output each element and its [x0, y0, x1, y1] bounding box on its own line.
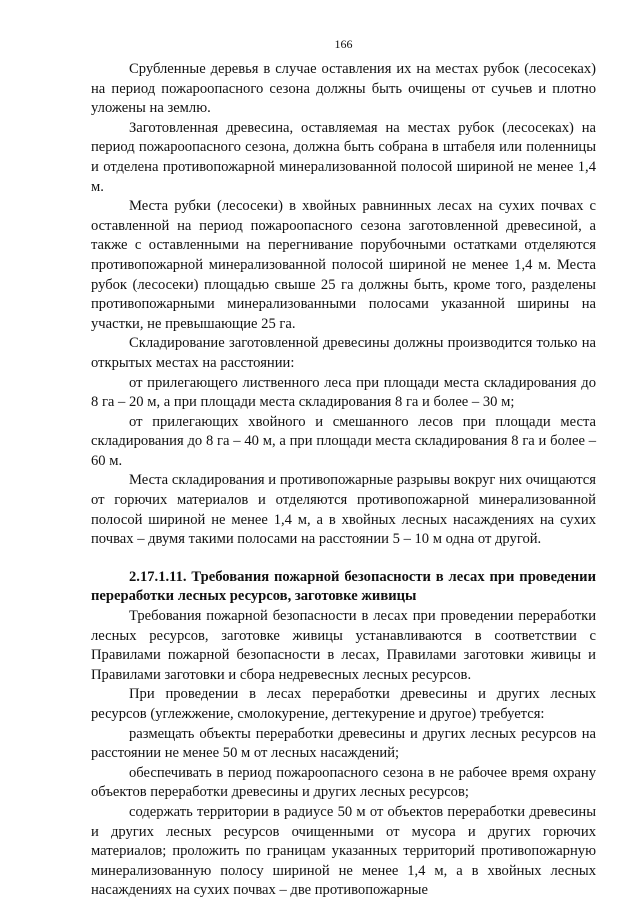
paragraph-harvested-wood: Заготовленная древесина, оставляемая на местах рубок (лесосеках) на период пожароопасного сезона, должна быть собрана в штабеля или поленницы и отделена противопожарной минерализованной полосой шириной не менее 1,4 м.	[91, 119, 596, 195]
paragraph-felled-trees: Срубленные деревья в случае оставления их на местах рубок (лесосеках) на период пожароопасного сезона должны быть очищены от сучьев и плотно уложены на землю.	[91, 61, 596, 117]
paragraph-deciduous-distance: от прилегающего лиственного леса при площади места складирования до 8 га – 20 м, а при площади места складирования 8 га и более – 30 м;	[91, 374, 596, 411]
document-page	[91, 36, 596, 901]
section-body-before	[91, 60, 596, 550]
paragraph-guarding: обеспечивать в период пожароопасного сезона в не рабочее время охрану объектов переработки древесины и других лесных ресурсов;	[91, 764, 596, 801]
page-number: 166	[334, 37, 353, 51]
paragraph-processing: При проведении в лесах переработки древесины и других лесных ресурсов (углежжение, смолокурение, дегтекурение и другое) требуется:	[91, 686, 596, 722]
paragraph-clearing: содержать территории в радиусе 50 м от объектов переработки древесины и других лесных ресурсов очищенными от мусора и других горючих материалов; проложить по границам указанных территорий противопожарную минерализованную полосу шириной не менее 1,4 м, а в хвойных лесных насаждениях на сухих почвах – две противопожарные	[91, 803, 596, 899]
paragraph-coniferous-cutting-sites: Места рубки (лесосеки) в хвойных равнинных лесах на сухих почвах с оставленной на период пожароопасного сезона заготовленной древесиной, а также с оставленными на перегнивание порубочными остатками отделяются противопожарной минерализованной полосой шириной не менее 1,4 м. Места рубок (лесосеки) площадью свыше 25 га должны быть, кроме того, разделены противопожарными минерализованными полосами указанной ширины на участки, не превышающие 25 га.	[91, 198, 596, 332]
paragraph-requirements: Требования пожарной безопасности в лесах при проведении переработки лесных ресурсов, заготовке живицы устанавливаются в соответствии с Правилами пожарной безопасности в лесах, Правилами заготовки живицы и Правилами заготовки и сбора недревесных лесных ресурсов.	[91, 608, 596, 683]
paragraph-placement: размещать объекты переработки древесины и других лесных ресурсов на расстоянии не менее 50 м от лесных насаждений;	[91, 725, 596, 762]
paragraph-wood-storage: Складирование заготовленной древесины должны производится только на открытых местах на расстоянии:	[91, 335, 596, 371]
section-body-after	[91, 607, 596, 901]
paragraph-storage-firebreaks: Места складирования и противопожарные разрывы вокруг них очищаются от горючих материалов и отделяются противопожарной минерализованной полосой шириной не менее 1,4 м, а в хвойных лесных насаждениях на сухих почвах – двумя такими полосами на расстоянии 5 – 10 м одна от другой.	[91, 472, 596, 548]
paragraph-coniferous-distance: от прилегающих хвойного и смешанного лесов при площади места складирования до 8 га – 40 м, а при площади места складирования 8 га и более – 60 м.	[91, 413, 596, 469]
section-heading: 2.17.1.11. Требования пожарной безопасности в лесах при проведении переработки лесных ресурсов, заготовке живицы	[91, 568, 596, 605]
